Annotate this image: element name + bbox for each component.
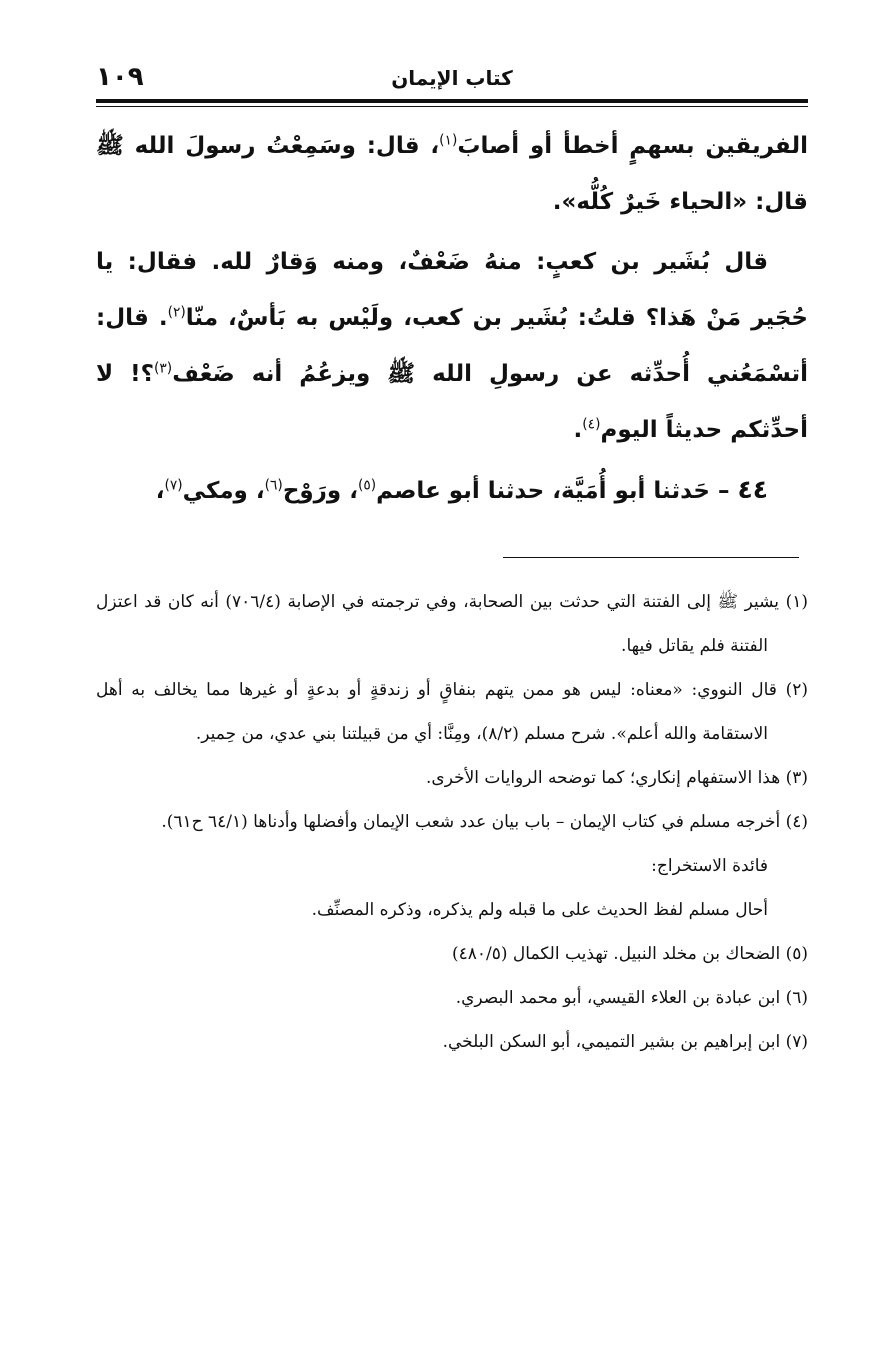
footnote-ref-2: (٢)	[167, 304, 186, 321]
footnote-6: (٦) ابن عبادة بن العلاء القيسي، أبو محمد البصري.	[455, 988, 808, 1008]
footnote-ref-4: (٤)	[582, 416, 601, 433]
h44-text-c: ، ومكي	[182, 478, 265, 504]
paragraph-2	[96, 234, 808, 458]
footnote-3: (٣) هذا الاستفهام إنكاري؛ كما توضحه الروايات الأخرى.	[425, 768, 808, 788]
footnote-4-subtext: أحال مسلم لفظ الحديث على ما قبله ولم يذكره، وذكره المصنِّف.	[311, 900, 768, 920]
header-rule-thick	[96, 99, 808, 103]
footnote-4: (٤) أخرجه مسلم في كتاب الإيمان – باب بيان عدد شعب الإيمان وأفضلها وأدناها (٦٤/١ ح٦١).	[161, 812, 808, 832]
footnote-ref-6: (٦)	[264, 477, 283, 494]
paragraph-1	[96, 118, 808, 230]
page-number: ١٠٩	[96, 62, 144, 92]
footnotes	[96, 580, 808, 1064]
h44-text-b: ، ورَوْح	[282, 478, 358, 504]
h44-text-a: – حَدثنا أبو أُمَيَّة، حدثنا أبو عاصم	[376, 478, 738, 504]
h44-text-d: ،	[155, 478, 165, 504]
main-text	[96, 118, 808, 519]
p2-text-c: ؟! لا أحدِّثكم حديثاً اليوم	[96, 361, 808, 443]
hadith-44	[96, 462, 808, 519]
footnote-ref-3: (٣)	[153, 360, 173, 377]
footnote-1: (١) يشير ﷺ إلى الفتنة التي حدثت بين الصحابة، وفي ترجمته في الإصابة (٧٠٦/٤) أنه كان قد اعتزل الفتنة فلم يقاتل فيها.	[96, 592, 808, 656]
footnote-ref-1: (١)	[439, 132, 458, 149]
footnote-ref-5: (٥)	[357, 477, 377, 494]
p1-text-a: الفريقين بسهمٍ أخطأ أو أصابَ	[457, 133, 808, 159]
p2-text-a: قال بُشَير بن كعبٍ: منهُ ضَعْفٌ، ومنه وَقارٌ لله. فقال: يا حُجَير مَنْ هَذا؟ قلتُ: بُشَير بن كعب، ولَيْس به بَأسٌ، منّا	[96, 249, 808, 331]
footnote-4-subtitle: فائدة الاستخراج:	[651, 856, 768, 876]
p1-text-b: ، قال: وسَمِعْتُ رسولَ الله ﷺ قال: «الحياء خَيرٌ كُلُّه».	[96, 133, 808, 215]
running-title: كتاب الإيمان	[391, 66, 513, 90]
p2-text-d: .	[573, 417, 583, 443]
header-rule-thin	[96, 106, 808, 107]
footnote-5: (٥) الضحاك بن مخلد النبيل. تهذيب الكمال (٤٨٠/٥)	[451, 944, 808, 964]
hadith-number: ٤٤	[737, 475, 768, 504]
footnote-7: (٧) ابن إبراهيم بن بشير التميمي، أبو السكن البلخي.	[442, 1032, 808, 1052]
footnote-separator	[503, 557, 799, 558]
footnote-2: (٢) قال النووي: «معناه: ليس هو ممن يتهم بنفاقٍ أو زندقةٍ أو بدعةٍ أو غيرها مما يخالف به أهل الاستقامة والله أعلم». شرح مسلم (٨/٢)، ومِنَّا: أي من قبيلتنا بني عدي، من حِمير.	[96, 680, 808, 744]
p2-text-b: . قال: أتسْمَعُني أُحدِّثه عن رسولِ الله ﷺ ويزعُمُ أنه ضَعْف	[96, 305, 808, 387]
page-header	[96, 62, 808, 96]
footnote-ref-7: (٧)	[164, 477, 183, 494]
